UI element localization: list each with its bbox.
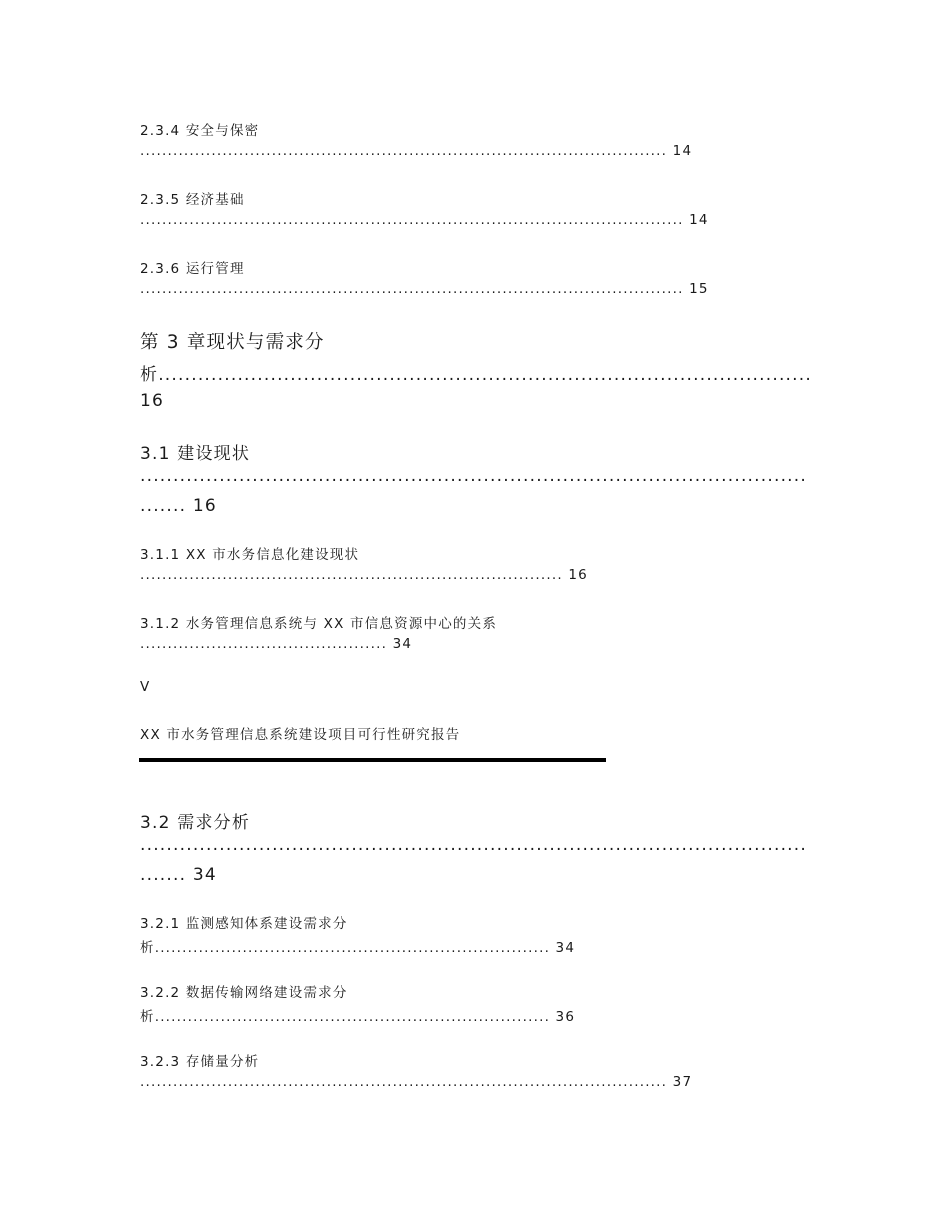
toc-entry-2-3-6-title[interactable]: 2.3.6 运行管理 <box>140 261 245 277</box>
toc-entry-3-1-leader-cont: ....... 16 <box>140 496 217 516</box>
toc-entry-3-2-title[interactable]: 3.2 需求分析 <box>140 813 251 833</box>
toc-entry-3-1-1-title[interactable]: 3.1.1 XX 市水务信息化建设现状 <box>140 547 360 563</box>
toc-entry-3-1-title[interactable]: 3.1 建设现状 <box>140 444 251 464</box>
page-number: V <box>140 679 151 695</box>
toc-entry-3-1-2-title[interactable]: 3.1.2 水务管理信息系统与 XX 市信息资源中心的关系 <box>140 616 498 632</box>
toc-entry-3-2-1-title-cont: 析........................................................................ 34 <box>140 940 576 956</box>
toc-entry-2-3-5-leader: ................................................................................................... 14 <box>140 212 709 228</box>
header-rule <box>139 758 606 762</box>
toc-chapter-3-title[interactable]: 第 3 章现状与需求分 <box>140 332 325 353</box>
toc-entry-3-2-leader: ..................................................................................................... <box>140 835 807 855</box>
toc-entry-3-2-3-leader: ................................................................................................ 37 <box>140 1074 693 1090</box>
toc-entry-2-3-6-leader: ................................................................................................... 15 <box>140 281 709 297</box>
running-header-title: XX 市水务管理信息系统建设项目可行性研究报告 <box>140 727 461 743</box>
toc-entry-2-3-5-title[interactable]: 2.3.5 经济基础 <box>140 192 245 208</box>
toc-entry-3-1-leader: ..................................................................................................... <box>140 466 807 486</box>
toc-entry-3-2-2-title[interactable]: 3.2.2 数据传输网络建设需求分 <box>140 985 348 1001</box>
toc-entry-3-2-1-title[interactable]: 3.2.1 监测感知体系建设需求分 <box>140 916 348 932</box>
toc-chapter-3-title-cont: 析................................................................................................... <box>140 365 812 385</box>
toc-entry-3-2-2-title-cont: 析........................................................................ 36 <box>140 1009 576 1025</box>
toc-entry-2-3-4-title[interactable]: 2.3.4 安全与保密 <box>140 123 260 139</box>
toc-entry-3-2-3-title[interactable]: 3.2.3 存储量分析 <box>140 1054 260 1070</box>
toc-entry-3-1-1-leader: ............................................................................. 16 <box>140 567 588 583</box>
toc-entry-3-2-leader-cont: ....... 34 <box>140 865 217 885</box>
toc-chapter-3-page: 16 <box>140 391 165 411</box>
toc-entry-3-1-2-leader: ............................................. 34 <box>140 636 413 652</box>
toc-entry-2-3-4-leader: ................................................................................................ 14 <box>140 143 693 159</box>
